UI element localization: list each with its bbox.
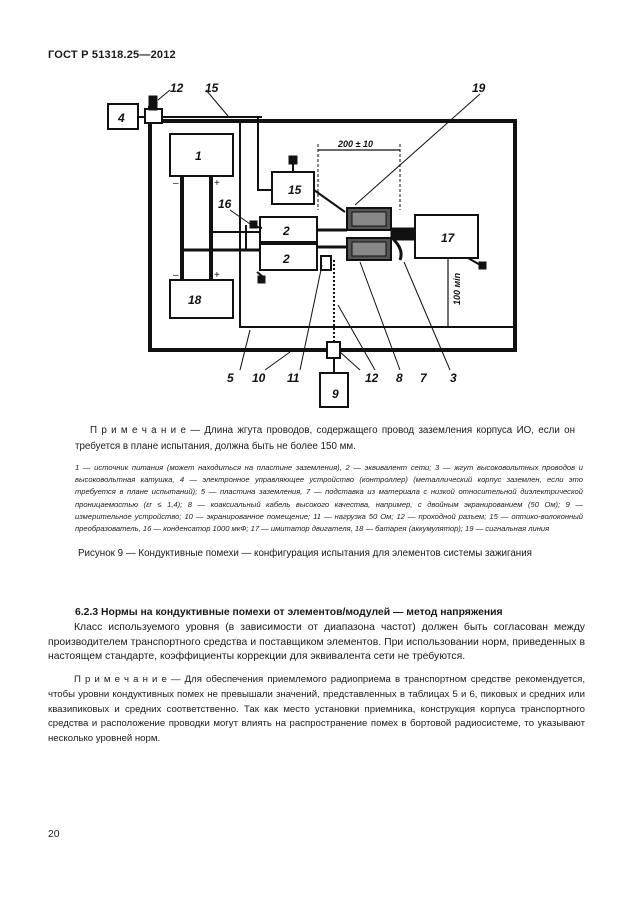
label-19: 19 (472, 81, 486, 95)
label-7: 7 (420, 371, 427, 385)
label-12-top: 12 (170, 81, 184, 95)
label-4: 4 (118, 111, 125, 125)
connector-12-top (145, 109, 162, 123)
section-title: 6.2.3 Нормы на кондуктивные помехи от элементов/модулей — метод напряжения (75, 607, 503, 618)
load-11 (321, 256, 331, 270)
page-number: 20 (48, 829, 60, 840)
label-11: 11 (287, 371, 300, 385)
label-9: 9 (332, 387, 339, 401)
box-18-battery (170, 280, 233, 318)
figure-caption: Рисунок 9 — Кондуктивные помехи — конфигурация испытания для элементов системы зажигания (78, 548, 532, 559)
dimension-200: 200 ± 10 (338, 139, 373, 149)
label-15-top: 15 (205, 81, 219, 95)
label-2-lower: 2 (283, 252, 290, 266)
section-paragraph: Класс используемого уровня (в зависимости от диапазона частот) должен быть согласован между производителем транспортного средства и поставщиком элементов. При использовании норм, приведенных в настоящем стандарте, коэффициенты коррекции для эквивалента сети не требуются. (48, 622, 585, 662)
label-5: 5 (227, 371, 234, 385)
figure-note: П р и м е ч а н и е — Длина жгута проводов, содержащего провод заземления корпуса ИО, если он требуется в плане испытания, должна быть не более 150 мм. (75, 425, 575, 452)
section-note: П р и м е ч а н и е — Для обеспечения приемлемого радиоприема в транспортном средстве рекомендуется, чтобы уровни кондуктивных помех не превышали значений, представленных в таблицах 5 и 6, пиковых и средних или квазипиковых и средних соответственно. Так как место установки приемника, конструкция корпуса транспортного средства и расположение проводки могут влиять на распространение помех в бортовой радиосистеме, то указывают несколько уровней норм. (48, 674, 585, 745)
test-setup-diagram (0, 0, 630, 420)
plus-sign-1: + (214, 178, 220, 189)
figure-legend: 1 — источник питания (может находиться на пластине заземления), 2 — эквивалент сети; 3 — жгут высоковольтных проводов и высоковольтная катушка, 4 — электронное управляющее устройство (контроллер) (металлический корпус заземлен, если это требуется в плане испытаний); 5 — пластина заземления, 7 — подставка из материала с низкой относительной диэлектрической проницаемостью (εr ≤ 1,4); 8 — коаксиальный кабель высокого качества, например, с двойным экранированием (50 Ом); 9 — измерительное устройство; 10 — экранированное помещение; 11 — нагрузка 50 Ом; 12 — проходной разъем; 15 — оптико-волоконный преобразователь, 16 — конденсатор 1000 мкФ; 17 — имитатор двигателя, 18 — батарея (аккумулятор); 19 — сигнальная линия (75, 463, 583, 534)
label-18: 18 (188, 293, 202, 307)
label-8: 8 (396, 371, 403, 385)
label-15: 15 (288, 183, 302, 197)
document-header: ГОСТ Р 51318.25—2012 (48, 49, 176, 61)
label-2-upper: 2 (283, 224, 290, 238)
connector-12-top-pin (149, 96, 157, 110)
label-17: 17 (441, 231, 455, 245)
label-1: 1 (195, 149, 202, 163)
label-16: 16 (218, 197, 232, 211)
shielded-room (150, 106, 515, 350)
label-10: 10 (252, 371, 266, 385)
dimension-100: 100 мin (452, 272, 462, 305)
connector-12-bottom (327, 342, 340, 358)
minus-sign-2: – (173, 270, 179, 281)
label-12-bottom: 12 (365, 371, 379, 385)
plus-sign-2: + (214, 270, 220, 281)
minus-sign-1: – (173, 178, 179, 189)
label-3: 3 (450, 371, 457, 385)
